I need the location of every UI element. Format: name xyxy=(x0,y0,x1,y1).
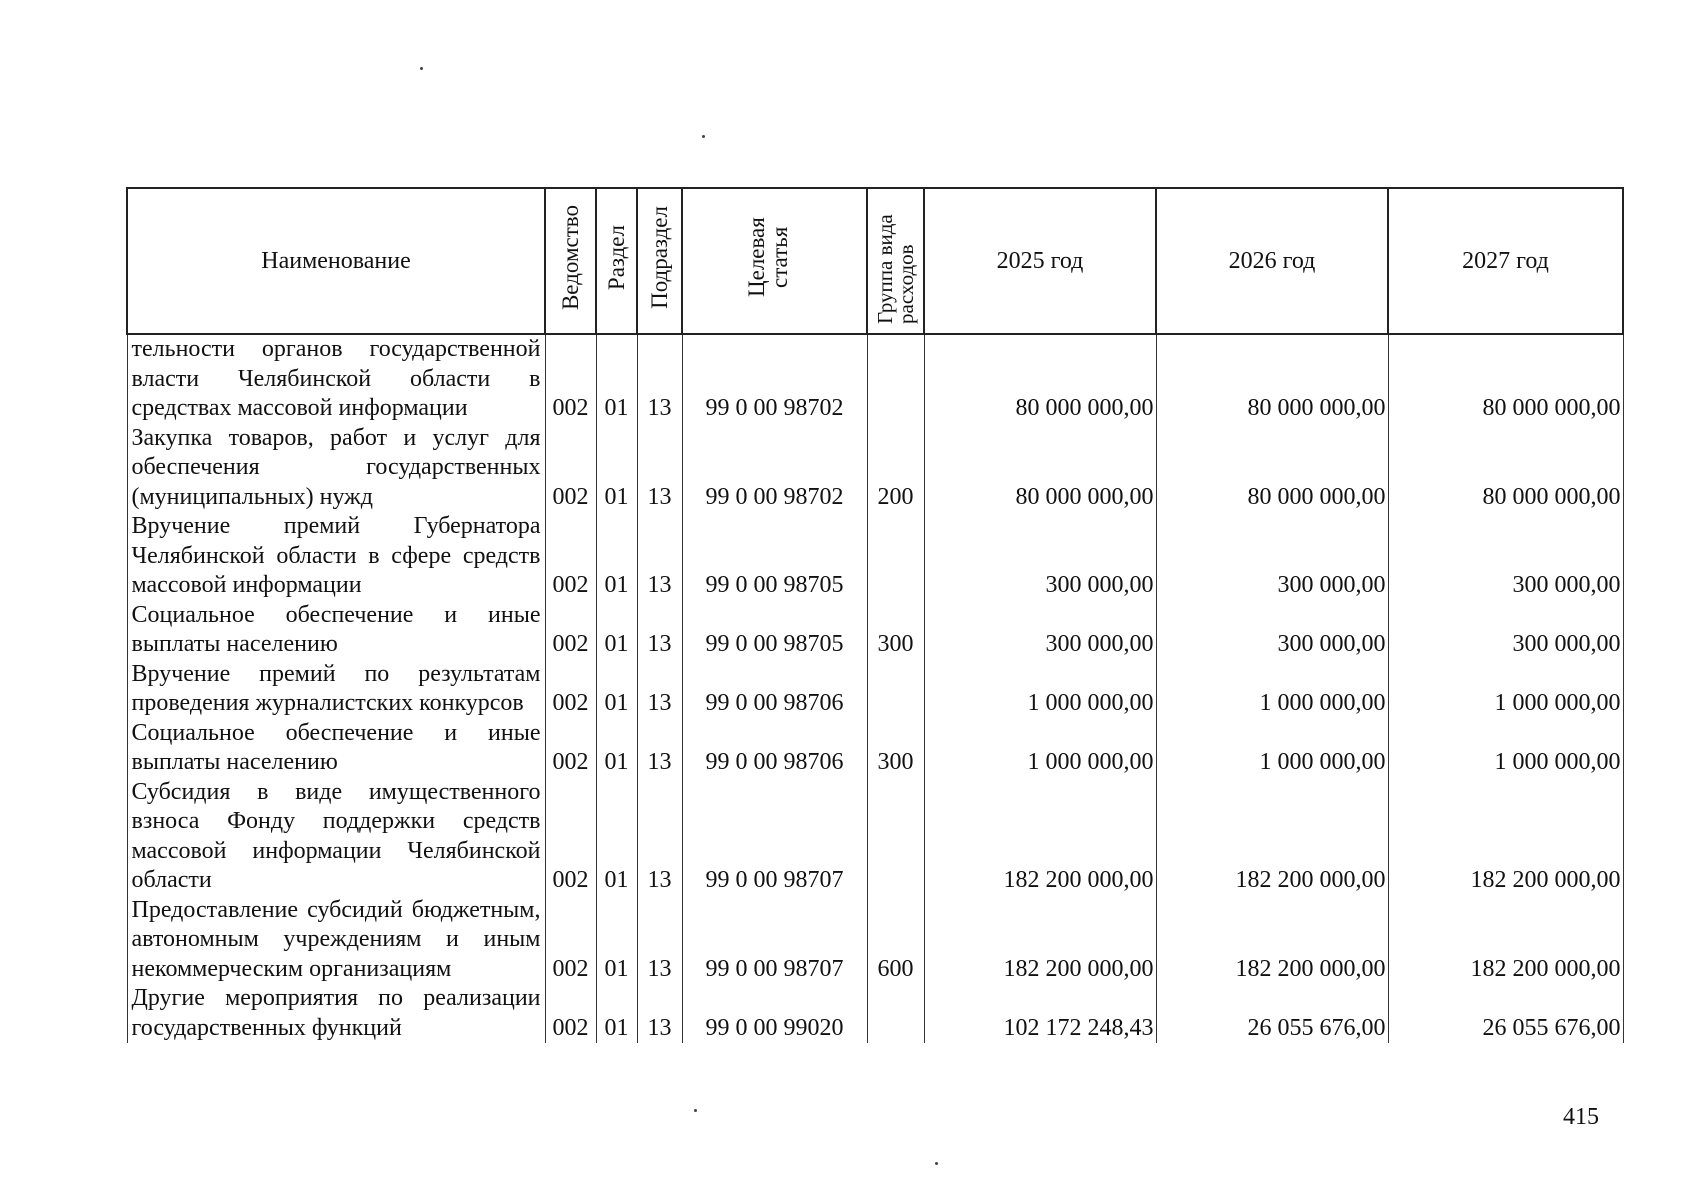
row-2026: 80 000 000,00 xyxy=(1156,424,1388,513)
table-row xyxy=(127,896,1623,985)
header-department: Ведомство xyxy=(545,188,596,334)
row-2025: 182 200 000,00 xyxy=(924,778,1156,896)
row-sec: 01 xyxy=(596,601,637,660)
row-group xyxy=(867,660,924,719)
table-header-row xyxy=(127,188,1623,334)
row-article: 99 0 00 98705 xyxy=(682,601,867,660)
row-name: Вручение премий Губернатора Челябинской области в сфере средств массовой информации xyxy=(127,512,545,601)
row-name: тельности органов государственной власти Челябинской области в средствах массовой информации xyxy=(127,334,545,424)
table-row xyxy=(127,512,1623,601)
row-dept: 002 xyxy=(545,660,596,719)
row-name: Закупка товаров, работ и услуг для обеспечения государственных (муниципальных) нужд xyxy=(127,424,545,513)
row-dept: 002 xyxy=(545,424,596,513)
row-sec: 01 xyxy=(596,660,637,719)
row-dept: 002 xyxy=(545,896,596,985)
row-sec: 01 xyxy=(596,719,637,778)
row-group xyxy=(867,778,924,896)
scan-speck xyxy=(935,1162,938,1165)
row-sec: 01 xyxy=(596,334,637,424)
row-2025: 80 000 000,00 xyxy=(924,334,1156,424)
row-name: Предоставление субсидий бюджетным, автономным учреждениям и иным некоммерческим организациям xyxy=(127,896,545,985)
row-2027: 300 000,00 xyxy=(1388,512,1623,601)
row-group: 300 xyxy=(867,719,924,778)
row-sub: 13 xyxy=(637,424,682,513)
row-2025: 300 000,00 xyxy=(924,512,1156,601)
row-sec: 01 xyxy=(596,512,637,601)
scan-speck xyxy=(702,135,705,138)
row-article: 99 0 00 98707 xyxy=(682,778,867,896)
row-article: 99 0 00 98706 xyxy=(682,719,867,778)
row-2027: 1 000 000,00 xyxy=(1388,719,1623,778)
table-row xyxy=(127,984,1623,1043)
row-sec: 01 xyxy=(596,984,637,1043)
row-name: Социальное обеспечение и иные выплаты населению xyxy=(127,601,545,660)
row-2027: 26 055 676,00 xyxy=(1388,984,1623,1043)
row-sec: 01 xyxy=(596,424,637,513)
row-dept: 002 xyxy=(545,334,596,424)
row-name: Социальное обеспечение и иные выплаты населению xyxy=(127,719,545,778)
row-2027: 182 200 000,00 xyxy=(1388,778,1623,896)
header-2025: 2025 год xyxy=(924,188,1156,334)
table-row xyxy=(127,334,1623,424)
row-2026: 80 000 000,00 xyxy=(1156,334,1388,424)
page-number: 415 xyxy=(1563,1104,1599,1130)
row-2026: 300 000,00 xyxy=(1156,601,1388,660)
row-group xyxy=(867,334,924,424)
row-sub: 13 xyxy=(637,660,682,719)
row-sec: 01 xyxy=(596,778,637,896)
row-2026: 300 000,00 xyxy=(1156,512,1388,601)
row-dept: 002 xyxy=(545,601,596,660)
budget-table xyxy=(126,187,1624,1043)
header-2026: 2026 год xyxy=(1156,188,1388,334)
row-group: 600 xyxy=(867,896,924,985)
row-group xyxy=(867,984,924,1043)
row-2027: 80 000 000,00 xyxy=(1388,334,1623,424)
row-2026: 26 055 676,00 xyxy=(1156,984,1388,1043)
row-sub: 13 xyxy=(637,778,682,896)
scan-speck xyxy=(420,67,423,70)
row-sec: 01 xyxy=(596,896,637,985)
row-dept: 002 xyxy=(545,984,596,1043)
row-article: 99 0 00 98705 xyxy=(682,512,867,601)
row-2026: 182 200 000,00 xyxy=(1156,778,1388,896)
row-2025: 80 000 000,00 xyxy=(924,424,1156,513)
row-sub: 13 xyxy=(637,601,682,660)
row-dept: 002 xyxy=(545,778,596,896)
row-group xyxy=(867,512,924,601)
row-sub: 13 xyxy=(637,984,682,1043)
row-sub: 13 xyxy=(637,334,682,424)
row-2026: 1 000 000,00 xyxy=(1156,660,1388,719)
budget-table-container xyxy=(126,187,1622,1043)
table-row xyxy=(127,778,1623,896)
table-row xyxy=(127,719,1623,778)
table-row xyxy=(127,424,1623,513)
row-name: Вручение премий по результатам проведения журналистских конкурсов xyxy=(127,660,545,719)
row-2025: 300 000,00 xyxy=(924,601,1156,660)
row-2025: 182 200 000,00 xyxy=(924,896,1156,985)
row-name: Другие мероприятия по реализации государственных функций xyxy=(127,984,545,1043)
row-2027: 80 000 000,00 xyxy=(1388,424,1623,513)
scan-speck xyxy=(694,1109,697,1112)
row-sub: 13 xyxy=(637,719,682,778)
row-2025: 1 000 000,00 xyxy=(924,719,1156,778)
row-2026: 182 200 000,00 xyxy=(1156,896,1388,985)
row-group: 200 xyxy=(867,424,924,513)
header-name: Наименование xyxy=(127,188,545,334)
row-name: Субсидия в виде имущественного взноса Фонду поддержки средств массовой информации Челябинской области xyxy=(127,778,545,896)
row-article: 99 0 00 98702 xyxy=(682,334,867,424)
row-article: 99 0 00 99020 xyxy=(682,984,867,1043)
table-row xyxy=(127,601,1623,660)
row-dept: 002 xyxy=(545,512,596,601)
row-2026: 1 000 000,00 xyxy=(1156,719,1388,778)
header-expense-group: Группа вида расходов xyxy=(867,188,924,334)
row-2025: 102 172 248,43 xyxy=(924,984,1156,1043)
row-2027: 182 200 000,00 xyxy=(1388,896,1623,985)
row-sub: 13 xyxy=(637,512,682,601)
row-group: 300 xyxy=(867,601,924,660)
table-row xyxy=(127,660,1623,719)
row-article: 99 0 00 98706 xyxy=(682,660,867,719)
header-subsection: Подраздел xyxy=(637,188,682,334)
row-article: 99 0 00 98702 xyxy=(682,424,867,513)
header-target-article: Целевая статья xyxy=(682,188,867,334)
row-sub: 13 xyxy=(637,896,682,985)
row-dept: 002 xyxy=(545,719,596,778)
header-2027: 2027 год xyxy=(1388,188,1623,334)
row-2027: 1 000 000,00 xyxy=(1388,660,1623,719)
row-2027: 300 000,00 xyxy=(1388,601,1623,660)
header-section: Раздел xyxy=(596,188,637,334)
row-article: 99 0 00 98707 xyxy=(682,896,867,985)
row-2025: 1 000 000,00 xyxy=(924,660,1156,719)
